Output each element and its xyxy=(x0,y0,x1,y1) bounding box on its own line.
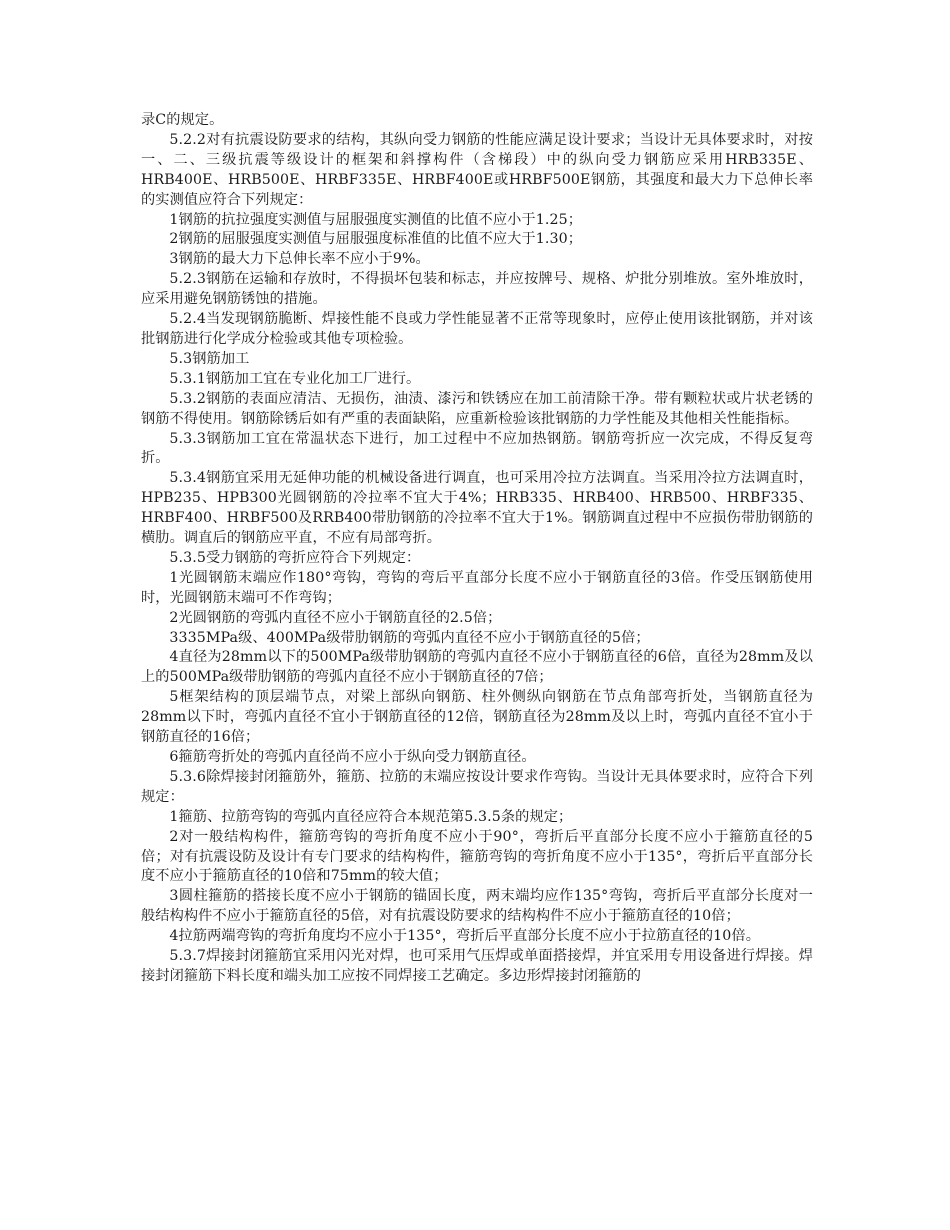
section-heading: 5.3钢筋加工 xyxy=(169,350,250,367)
paragraph: 3钢筋的最大力下总伸长率不应小于9%。 xyxy=(169,251,430,268)
document-body xyxy=(141,111,813,987)
paragraph: 4直径为28mm以下的500MPa级带肋钢筋的弯弧内直径不应小于钢筋直径的6倍，直径为28mm及以上的500MPa级带肋钢筋的弯弧内直径不应小于钢筋直径的7倍； xyxy=(141,649,813,686)
paragraph: 1钢筋的抗拉强度实测值与屈服强度实测值的比值不应小于1.25； xyxy=(169,211,582,228)
paragraph: 5.3.2钢筋的表面应清洁、无损伤，油渍、漆污和铁锈应在加工前清除干净。带有颗粒状或片状老锈的钢筋不得使用。钢筋除锈后如有严重的表面缺陷，应重新检验该批钢筋的力学性能及其他相关性能指标。 xyxy=(141,390,813,427)
paragraph: 5.2.3钢筋在运输和存放时，不得损坏包装和标志，并应按牌号、规格、炉批分别堆放。室外堆放时，应采用避免钢筋锈蚀的措施。 xyxy=(141,271,813,308)
paragraph: 6箍筋弯折处的弯弧内直径尚不应小于纵向受力钢筋直径。 xyxy=(169,749,536,765)
paragraph: 3圆柱箍筋的搭接长度不应小于钢筋的锚固长度，两末端均应作135°弯钩，弯折后平直部分长度对一般结构构件不应小于箍筋直径的5倍，对有抗震设防要求的结构构件不应小于箍筋直径的10倍； xyxy=(141,888,813,925)
paragraph: 5.2.4当发现钢筋脆断、焊接性能不良或力学性能显著不正常等现象时，应停止使用该批钢筋，并对该批钢筋进行化学成分检验或其他专项检验。 xyxy=(141,311,813,347)
paragraph: 5.3.3钢筋加工宜在常温状态下进行，加工过程中不应加热钢筋。钢筋弯折应一次完成，不得反复弯折。 xyxy=(141,430,813,467)
paragraph: 5.3.1钢筋加工宜在专业化加工厂进行。 xyxy=(169,370,421,387)
paragraph: 5.3.7焊接封闭箍筋宜采用闪光对焊，也可采用气压焊或单面搭接焊，并宜采用专用设备进行焊接。焊接封闭箍筋下料长度和端头加工应按不同焊接工艺确定。多边形焊接封闭箍筋的 xyxy=(141,948,813,984)
paragraph: 3335MPa级、400MPa级带肋钢筋的弯弧内直径不应小于钢筋直径的5倍； xyxy=(169,629,650,646)
paragraph: 4拉筋两端弯钩的弯折角度均不应小于135°，弯折后平直部分长度不应小于拉筋直径的10倍。 xyxy=(169,928,760,945)
paragraph: 5.3.6除焊接封闭箍筋外，箍筋、拉筋的末端应按设计要求作弯钩。当设计无具体要求时，应符合下列规定： xyxy=(141,768,813,805)
paragraph: 5.2.2对有抗震设防要求的结构，其纵向受力钢筋的性能应满足设计要求；当设计无具体要求时，对按一、二、三级抗震等级设计的框架和斜撑构件（含梯段）中的纵向受力钢筋应采用HRB335E、HRB400E、HRB500E、HRBF335E、HRBF400E或HRBF500E钢筋，其强度和最大力下总伸长率的实测值应符合下列规定： xyxy=(141,131,813,208)
paragraph: 2钢筋的屈服强度实测值与屈服强度标准值的比值不应大于1.30； xyxy=(169,231,582,248)
paragraph: 2光圆钢筋的弯弧内直径不应小于钢筋直径的2.5倍； xyxy=(169,609,502,626)
paragraph: 1箍筋、拉筋弯钩的弯弧内直径应符合本规范第5.3.5条的规定； xyxy=(169,808,573,825)
paragraph: 5框架结构的顶层端节点，对梁上部纵向钢筋、柱外侧纵向钢筋在节点角部弯折处，当钢筋直径为28mm以下时，弯弧内直径不宜小于钢筋直径的12倍，钢筋直径为28mm及以上时，弯弧内直径不宜小于钢筋直径的16倍； xyxy=(141,689,813,746)
paragraph: 1光圆钢筋末端应作180°弯钩，弯钩的弯后平直部分长度不应小于钢筋直径的3倍。作受压钢筋使用时，光圆钢筋末端可不作弯钩； xyxy=(141,569,813,606)
paragraph: 录C的规定。 xyxy=(141,112,224,128)
paragraph: 5.3.5受力钢筋的弯折应符合下列规定： xyxy=(169,549,421,566)
paragraph: 2对一般结构构件，箍筋弯钩的弯折角度不应小于90°，弯折后平直部分长度不应小于箍筋直径的5倍；对有抗震设防及设计有专门要求的结构构件，箍筋弯钩的弯折角度不应小于135°，弯折后平直部分长度不应小于箍筋直径的10倍和75mm的较大值； xyxy=(141,828,813,885)
paragraph: 5.3.4钢筋宜采用无延伸功能的机械设备进行调直，也可采用冷拉方法调直。当采用冷拉方法调直时，HPB235、HPB300光圆钢筋的冷拉率不宜大于4%；HRB335、HRB400、HRB500、HRBF335、HRBF400、HRBF500及RRB400带肋钢筋的冷拉率不宜大于1%。钢筋调直过程中不应损伤带肋钢筋的横肋。调直后的钢筋应平直，不应有局部弯折。 xyxy=(141,470,813,547)
